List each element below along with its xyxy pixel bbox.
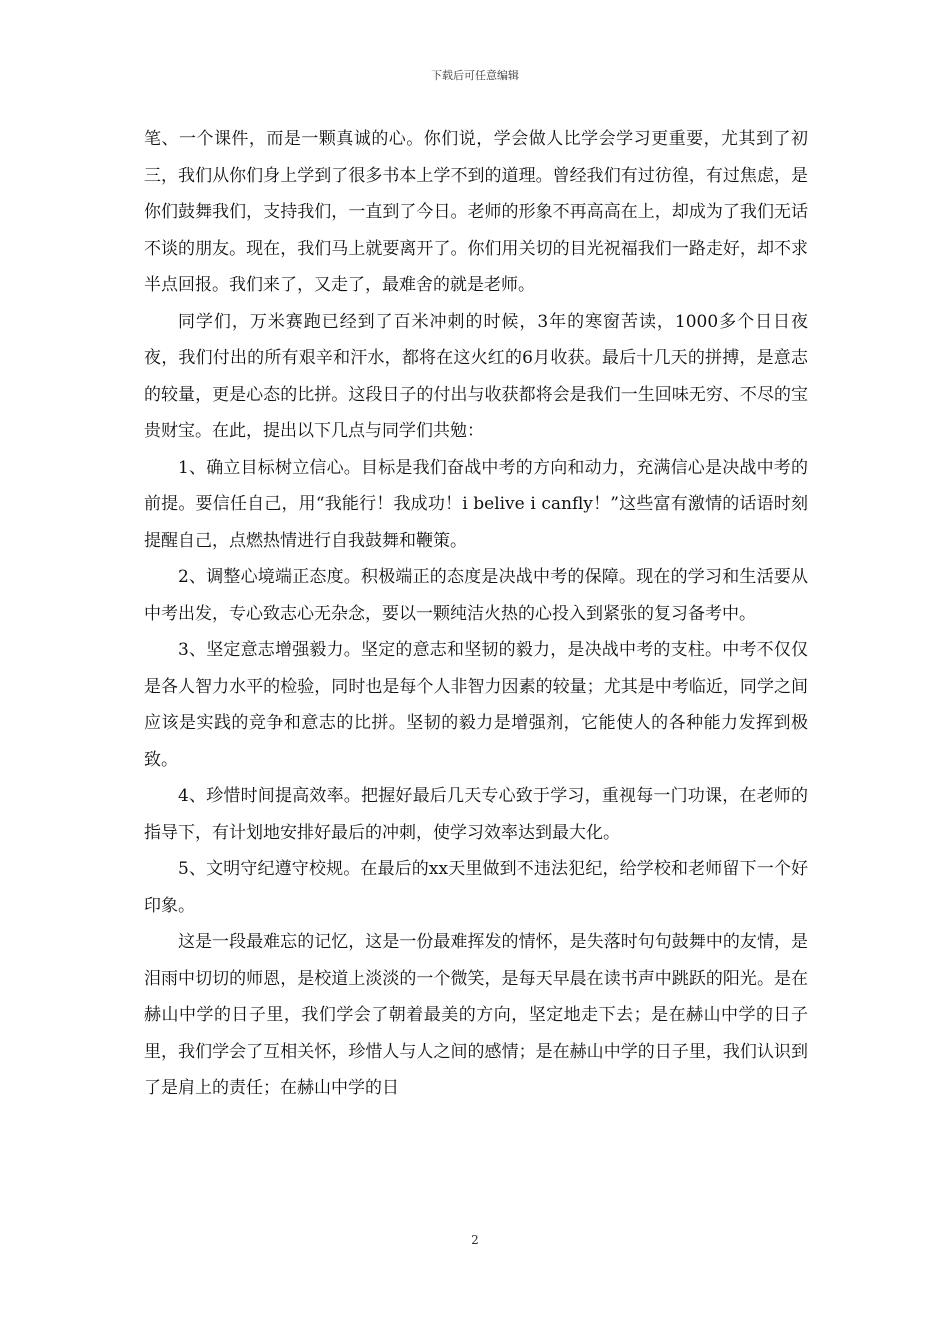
paragraph-memories: 这是一段最难忘的记忆，这是一份最难挥发的情怀，是失落时句句鼓舞中的友情，是泪雨中切切的师恩，是校道上淡淡的一个微笑，是每天早晨在读书声中跳跃的阳光。是在赫山中学的日子里，我们学会了朝着最美的方向，坚定地走下去；是在赫山中学的日子里，我们学会了互相关怀，珍惜人与人之间的感情；是在赫山中学的日子里，我们认识到了是肩上的责任；在赫山中学的日 — [144, 932, 808, 1098]
paragraph-point-5: 5、文明守纪遵守校规。在最后的xx天里做到不违法犯纪，给学校和老师留下一个好印象。 — [144, 859, 808, 916]
paragraph-point-4: 4、珍惜时间提高效率。把握好最后几天专心致于学习，重视每一门功课，在老师的指导下，有计划地安排好最后的冲刺，使学习效率达到最大化。 — [144, 786, 808, 843]
page-header: 下载后可任意编辑 — [431, 69, 519, 82]
page-number: 2 — [471, 1233, 479, 1247]
document-body — [144, 121, 808, 1107]
paragraph-classmates-sprint: 同学们，万米赛跑已经到了百米冲刺的时候，3年的寒窗苦读，1000多个日日夜夜，我们付出的所有艰辛和汗水，都将在这火红的6月收获。最后十几天的拼搏，是意志的较量，更是心态的比拼。这段日子的付出与收获都将会是我们一生回味无穷、不尽的宝贵财宝。在此，提出以下几点与同学们共勉： — [144, 311, 808, 441]
paragraph-point-2: 2、调整心境端正态度。积极端正的态度是决战中考的保障。现在的学习和生活要从中考出发，专心致志心无杂念，要以一颗纯洁火热的心投入到紧张的复习备考中。 — [144, 567, 808, 624]
paragraph-teacher-gratitude: 笔、一个课件，而是一颗真诚的心。你们说，学会做人比学会学习更重要，尤其到了初三，我们从你们身上学到了很多书本上学不到的道理。曾经我们有过彷徨，有过焦虑，是你们鼓舞我们，支持我们，一直到了今日。老师的形象不再高高在上，却成为了我们无话不谈的朋友。现在，我们马上就要离开了。你们用关切的目光祝福我们一路走好，却不求半点回报。我们来了，又走了，最难舍的就是老师。 — [144, 129, 808, 295]
paragraph-point-1: 1、确立目标树立信心。目标是我们奋战中考的方向和动力，充满信心是决战中考的前提。要信任自己，用“我能行！我成功！i belive i canfly！”这些富有激情的话语时刻提醒自己，点燃热情进行自我鼓舞和鞭策。 — [144, 457, 808, 551]
paragraph-point-3: 3、坚定意志增强毅力。坚定的意志和坚韧的毅力，是决战中考的支柱。中考不仅仅是各人智力水平的检验，同时也是每个人非智力因素的较量；尤其是中考临近，同学之间应该是实践的竞争和意志的比拼。坚韧的毅力是增强剂，它能使人的各种能力发挥到极致。 — [144, 640, 808, 770]
